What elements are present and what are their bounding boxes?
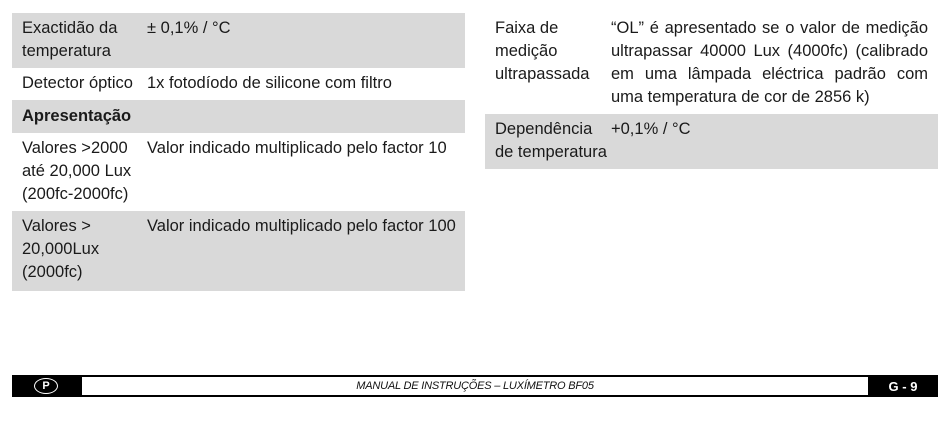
spec-row-temperature-accuracy <box>12 13 465 68</box>
spec-value: Valor indicado multiplicado pelo factor 100 <box>147 217 456 235</box>
spec-label: Valores > 20,000Lux (2000fc) <box>22 217 100 281</box>
spec-row-over-range <box>485 13 938 114</box>
footer-title-box <box>82 377 868 395</box>
spec-value: “OL” é apresentado se o valor de medição ultrapassar 40000 Lux (4000fc) (calibrado em uma lâmpada eléctrica padrão com uma temperatura de cor de 2856 k) <box>611 19 928 106</box>
spec-label: Faixa de medição ultrapassada <box>495 19 590 83</box>
page-number: G - 9 <box>888 378 918 394</box>
spec-row-temperature-dependence <box>485 114 938 169</box>
section-heading-display <box>12 100 465 133</box>
left-spec-table <box>12 13 465 291</box>
spec-label: Valores >2000 até 20,000 Lux (200fc-2000fc) <box>22 139 132 203</box>
spec-label: Dependência de temperatura <box>495 120 607 161</box>
spec-row-values-over-2000 <box>12 133 465 211</box>
manual-title: MANUAL DE INSTRUÇÕES – LUXÍMETRO BF05 <box>356 380 594 392</box>
spec-row-optical-detector <box>12 68 465 100</box>
spec-value: Valor indicado multiplicado pelo factor 10 <box>147 139 447 157</box>
section-title: Apresentação <box>22 107 132 125</box>
language-badge: P <box>34 378 58 394</box>
right-spec-table <box>485 13 938 169</box>
spec-value: ± 0,1% / °C <box>147 19 231 37</box>
spec-label: Exactidão da temperatura <box>22 19 118 60</box>
spec-row-values-over-20000 <box>12 211 465 291</box>
page-footer <box>12 375 938 397</box>
spec-value: 1x fotodíodo de silicone com filtro <box>147 74 392 92</box>
spec-value: +0,1% / °C <box>611 120 691 138</box>
spec-label: Detector óptico <box>22 74 133 92</box>
